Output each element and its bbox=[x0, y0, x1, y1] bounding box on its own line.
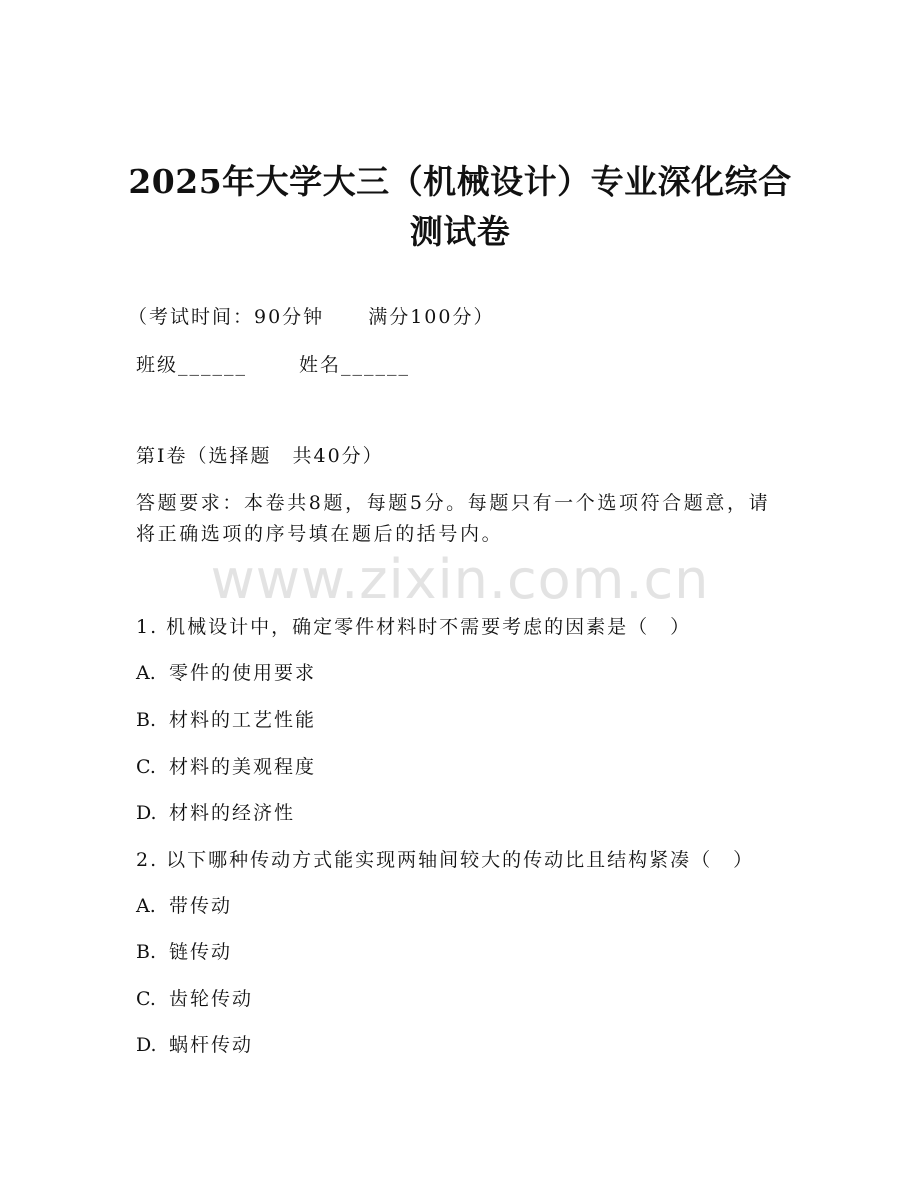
instructions-line1: 答题要求：本卷共8题，每题5分。每题只有一个选项符合题意，请 bbox=[136, 492, 771, 514]
exam-time: （考试时间：90分钟 bbox=[128, 306, 325, 328]
question-2-option-a bbox=[136, 891, 232, 918]
option-text: 材料的工艺性能 bbox=[169, 709, 317, 731]
option-text: 蜗杆传动 bbox=[169, 1034, 254, 1056]
question-1-option-d bbox=[136, 798, 295, 825]
option-letter: B. bbox=[136, 941, 157, 963]
question-2-option-b bbox=[136, 937, 232, 964]
option-letter: B. bbox=[136, 709, 157, 731]
exam-full-score: 满分100分） bbox=[368, 306, 495, 328]
option-text: 零件的使用要求 bbox=[169, 662, 317, 684]
option-text: 材料的经济性 bbox=[169, 802, 296, 824]
option-letter: D. bbox=[136, 1034, 157, 1056]
option-text: 齿轮传动 bbox=[169, 988, 254, 1010]
option-letter: A. bbox=[136, 662, 156, 684]
option-text: 链传动 bbox=[169, 941, 233, 963]
exam-info bbox=[128, 302, 494, 329]
question-1-option-a bbox=[136, 658, 316, 685]
section-heading: 第Ⅰ卷（选择题 共40分） bbox=[136, 445, 384, 467]
question-1-option-b bbox=[136, 705, 316, 732]
question-2-option-d bbox=[136, 1030, 253, 1057]
question-2-option-c bbox=[136, 984, 253, 1011]
question-1-stem: 1. 机械设计中，确定零件材料时不需要考虑的因素是（ ） bbox=[136, 616, 692, 638]
name-field: 姓名______ bbox=[299, 354, 411, 376]
option-letter: C. bbox=[136, 756, 156, 778]
student-info bbox=[136, 350, 410, 377]
question-2-stem: 2. 以下哪种传动方式能实现两轴间较大的传动比且结构紧凑（ ） bbox=[136, 849, 755, 871]
option-text: 带传动 bbox=[169, 895, 233, 917]
option-text: 材料的美观程度 bbox=[169, 756, 317, 778]
option-letter: D. bbox=[136, 802, 157, 824]
watermark: www.zixin.com.cn bbox=[210, 548, 710, 611]
option-letter: A. bbox=[136, 895, 156, 917]
instructions-line2: 将正确选项的序号填在题后的括号内。 bbox=[136, 523, 504, 545]
class-field: 班级______ bbox=[136, 354, 248, 376]
document-title-line2: 测试卷 bbox=[409, 212, 511, 251]
question-1-option-c bbox=[136, 752, 316, 779]
document-title-line1: 2025年大学大三（机械设计）专业深化综合 bbox=[128, 162, 792, 201]
option-letter: C. bbox=[136, 988, 156, 1010]
